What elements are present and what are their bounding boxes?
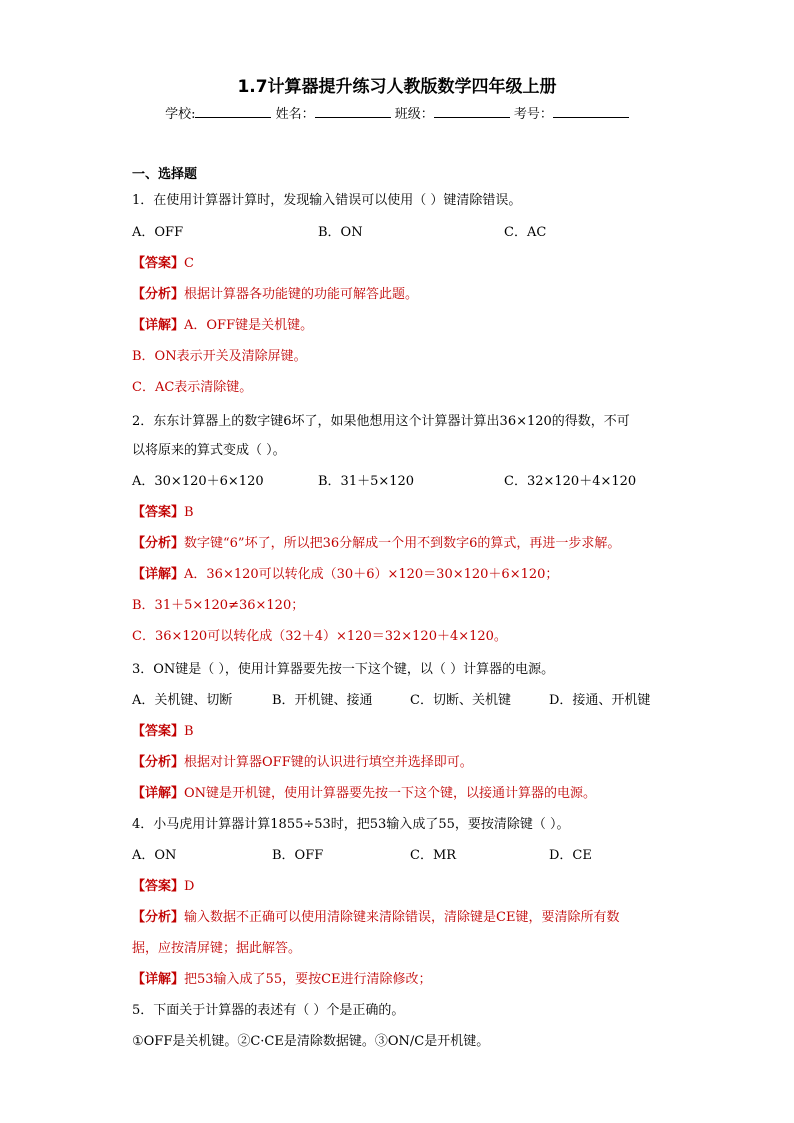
- answer-option[interactable]: B．ON: [318, 225, 363, 240]
- line-text: A．36×120可以转化成（30＋6）×120＝30×120＋6×120；: [184, 567, 559, 582]
- text-line: [132, 662, 554, 678]
- answer-option[interactable]: B．31＋5×120: [318, 474, 415, 489]
- text-line: [132, 443, 286, 459]
- answer-option[interactable]: C．AC: [504, 225, 547, 240]
- answer-tag: 【详解】: [132, 318, 185, 333]
- line-text: C．AC表示清除键。: [132, 380, 253, 395]
- answer-option[interactable]: A．30×120＋6×120: [132, 474, 264, 489]
- answer-tag: 【分析】: [132, 755, 185, 770]
- line-text: D: [184, 879, 195, 894]
- answer-option[interactable]: C．32×120＋4×120: [504, 474, 637, 489]
- line-text: 据，应按清屏键；据此解答。: [132, 941, 302, 956]
- line-text: B: [184, 505, 194, 520]
- text-line: [132, 1003, 404, 1019]
- text-line: [132, 629, 507, 645]
- line-text: B: [184, 724, 194, 739]
- answer-option[interactable]: D．接通、开机键: [549, 693, 651, 708]
- line-text: ①OFF是关机键。②C·CE是清除数据键。③ON/C是开机键。: [132, 1034, 490, 1049]
- answer-option[interactable]: D．CE: [549, 848, 592, 863]
- answer-tag: 【详解】: [132, 972, 185, 987]
- answer-line: [132, 879, 194, 895]
- line-text: B．31＋5×120≠36×120；: [132, 598, 305, 613]
- line-text: 根据计算器各功能键的功能可解答此题。: [184, 287, 419, 302]
- answer-line: [132, 786, 596, 802]
- answer-option[interactable]: A．关机键、切断: [132, 693, 233, 708]
- line-text: C: [184, 256, 194, 271]
- answer-line: [132, 910, 619, 926]
- text-line: [132, 380, 252, 396]
- number-label: 考号：: [513, 107, 553, 122]
- class-blank[interactable]: [434, 105, 510, 118]
- school-blank[interactable]: [195, 105, 271, 118]
- answer-tag: 【分析】: [132, 910, 185, 925]
- line-text: 输入数据不正确可以使用清除键来清除错误，清除键是CE键，要清除所有数: [184, 910, 620, 925]
- name-label: 姓名：: [275, 107, 315, 122]
- answer-line: [132, 287, 418, 303]
- answer-option[interactable]: B．OFF: [272, 848, 324, 863]
- line-text: ON键是开机键，使用计算器要先按一下这个键，以接通计算器的电源。: [184, 786, 597, 801]
- answer-line: [132, 536, 620, 552]
- line-text: 4．小马虎用计算器计算1855÷53时，把53输入成了55，要按清除键（ ）。: [132, 817, 570, 832]
- answer-tag: 【分析】: [132, 536, 185, 551]
- answer-option[interactable]: B．开机键、接通: [272, 693, 373, 708]
- line-text: A．OFF键是关机键。: [184, 318, 314, 333]
- text-line: [132, 349, 307, 365]
- answer-tag: 【详解】: [132, 567, 185, 582]
- line-text: 把53输入成了55，要按CE进行清除修改；: [184, 972, 432, 987]
- answer-line: [132, 724, 194, 740]
- line-text: 1．在使用计算器计算时，发现输入错误可以使用（ ）键清除错误。: [132, 193, 522, 208]
- line-text: 3．ON键是（ ），使用计算器要先按一下这个键，以（ ）计算器的电源。: [132, 662, 555, 677]
- student-info-line: [0, 103, 794, 122]
- line-text: 根据对计算器OFF键的认识进行填空并选择即可。: [184, 755, 473, 770]
- answer-tag: 【答案】: [132, 724, 185, 739]
- answer-line: [132, 972, 432, 988]
- text-line: [132, 414, 630, 430]
- text-line: [132, 1034, 489, 1050]
- answer-option[interactable]: A．ON: [132, 848, 177, 863]
- text-line: [132, 941, 301, 957]
- answer-line: [132, 755, 473, 771]
- line-text: C．36×120可以转化成（32＋4）×120＝32×120＋4×120。: [132, 629, 507, 644]
- number-blank[interactable]: [553, 105, 629, 118]
- page-title: 1.7计算器提升练习人教版数学四年级上册: [237, 77, 557, 97]
- line-text: B．ON表示开关及清除屏键。: [132, 349, 307, 364]
- line-text: 5．下面关于计算器的表述有（ ）个是正确的。: [132, 1003, 405, 1018]
- answer-option[interactable]: C．MR: [410, 848, 457, 863]
- text-line: [132, 598, 304, 614]
- answer-tag: 【答案】: [132, 256, 185, 271]
- answer-tag: 【答案】: [132, 505, 185, 520]
- answer-tag: 【答案】: [132, 879, 185, 894]
- school-label: 学校:: [165, 107, 196, 122]
- line-text: 2．东东计算器上的数字键6坏了，如果他想用这个计算器计算出36×120的得数，不可: [132, 414, 630, 429]
- answer-tag: 【详解】: [132, 786, 185, 801]
- text-line: [132, 193, 521, 209]
- answer-line: [132, 256, 194, 272]
- line-text: 数字键“6”坏了，所以把36分解成一个用不到数字6的算式，再进一步求解。: [184, 536, 621, 551]
- answer-option[interactable]: C．切断、关机键: [410, 693, 511, 708]
- line-text: 以将原来的算式变成（ ）。: [132, 443, 286, 458]
- text-line: [132, 817, 570, 833]
- answer-line: [132, 567, 558, 583]
- answer-line: [132, 318, 313, 334]
- answer-option[interactable]: A．OFF: [132, 225, 184, 240]
- name-blank[interactable]: [315, 105, 391, 118]
- class-label: 班级：: [394, 107, 434, 122]
- answer-tag: 【分析】: [132, 287, 185, 302]
- answer-line: [132, 505, 194, 521]
- section-heading: 一、选择题: [132, 167, 198, 182]
